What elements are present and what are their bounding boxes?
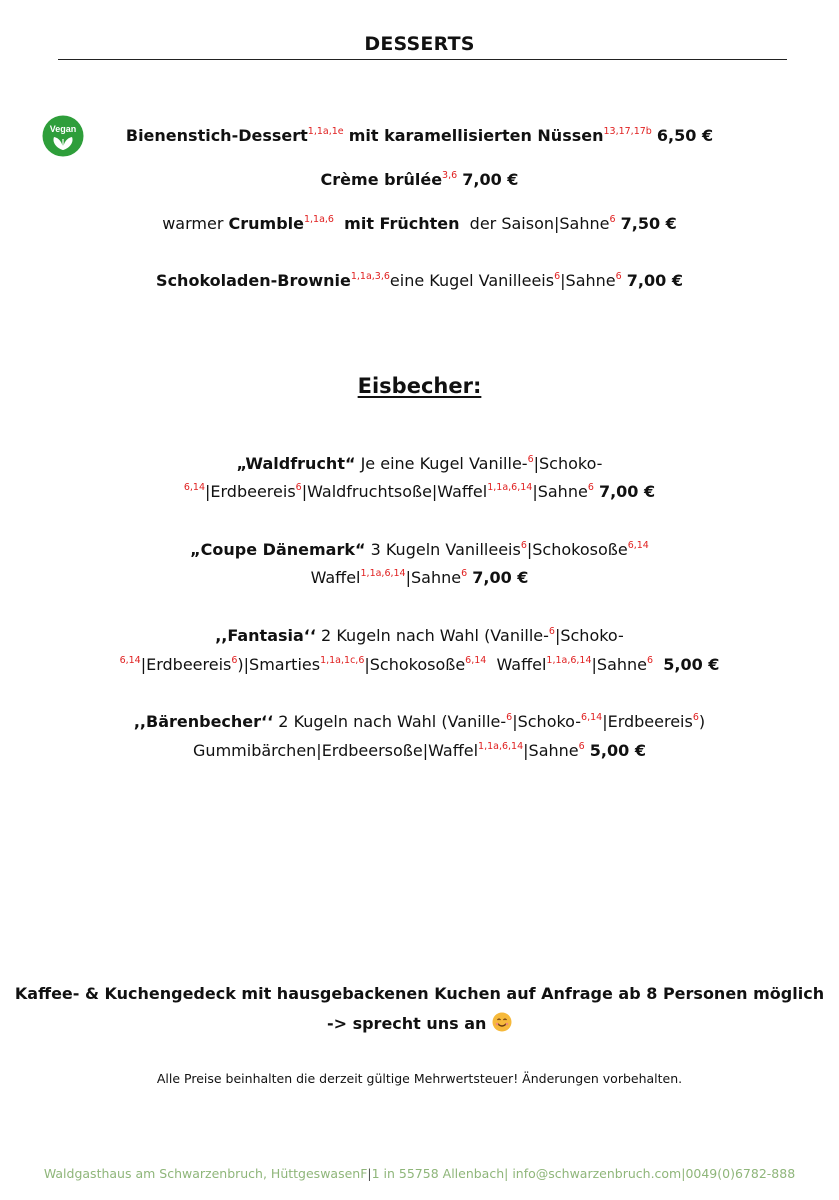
sundae-price: 7,00 € [598,482,656,501]
allergens: 1,1a,1e [307,126,344,137]
allergens: 3,6 [442,170,458,181]
footer-address: Waldgasthaus am Schwarzenbruch, HüttgeswasenF|1 in 55758 Allenbach| info@schwarzenbruch.com|0049(0)6782-888 [43,1166,796,1181]
dessert-prefix: warmer [162,214,224,233]
sundae-name: „Waldfrucht“ [236,454,356,473]
sundae-line-2: $^{6,14}$|Erdbeereis$^6$)|Smarties$^{1,1a,1c,6}$|Schokosoße$^{6,14}$ Waffel$^{1,1a,6,14}$|Sahne$^6$ 5,00 € [119,655,720,674]
allergens: 6 [615,271,622,282]
sundae-name: ,,Fantasia‘‘ [215,626,316,645]
allergens: 13,17,17b [603,126,652,137]
sundae-line-2: Gummibärchen|Erdbeersoße|Waffel$^{1,1a,6,14}$|Sahne$^6$ 5,00 € [193,741,646,760]
allergens: 6 [554,271,561,282]
sundae-line-2: Waffel$^{1,1a,6,14}$|Sahne$^6$ 7,00 € [310,568,529,587]
sundae-line-1: ,,Bärenbecher‘‘ 2 Kugeln nach Wahl (Vanille-$^6$|Schoko-$^{6,14}$|Erdbeereis$^6$) [133,712,706,731]
sundae-price: 5,00 € [589,741,646,760]
dessert-desc: mit karamellisierten Nüssen [348,126,604,145]
sundae-name: ,,Bärenbecher‘‘ [133,712,274,731]
sundae-line-1: „Coupe Dänemark“ 3 Kugeln Vanilleeis$^6$|Schokosoße$^{6,14}$ [190,540,649,559]
sundae-line-1: ,,Fantasia‘‘ 2 Kugeln nach Wahl (Vanille-$^6$|Schoko- [215,626,624,645]
vegan-badge-label: Vegan [49,124,77,134]
dessert-item [0,214,839,234]
allergens: 1,1a,3,6 [350,271,390,282]
dessert-item [0,271,839,291]
sundae-price: 5,00 € [663,655,720,674]
allergens: 6 [609,214,616,225]
dessert-desc: eine Kugel Vanilleeis [389,271,555,290]
dessert-price: 6,50 € [656,126,714,145]
dessert-desc2: |Sahne [560,271,616,290]
sundae-line-1: „Waldfrucht“ Je eine Kugel Vanille-$^6$|Schoko- [236,454,603,473]
sundae-price: 7,00 € [472,568,529,587]
dessert-price: 7,00 € [626,271,683,290]
dessert-price: 7,00 € [462,170,519,189]
dessert-item [0,170,839,190]
smiley-icon [492,1012,512,1032]
dessert-desc: mit Früchten [344,214,460,233]
dessert-name: Crème brûlée [320,170,443,189]
cake-note-cta: -> sprecht uns an [0,1012,839,1033]
dessert-price: 7,50 € [620,214,677,233]
allergens: 1,1a,6 [303,214,334,225]
dessert-name: Crumble [228,214,304,233]
section-heading-eisbecher: Eisbecher: [357,374,482,398]
page-title: DESSERTS [364,33,475,55]
sundae-name: „Coupe Dänemark“ [190,540,366,559]
dessert-name: Bienenstich-Dessert [125,126,308,145]
dessert-desc2: der Saison|Sahne [469,214,610,233]
cake-note: Kaffee- & Kuchengedeck mit hausgebackenen Kuchen auf Anfrage ab 8 Personen möglich [14,984,825,1003]
sundae-line-2: $^{6,14}$|Erdbeereis$^6$|Waldfruchtsoße|Waffel$^{1,1a,6,14}$|Sahne$^6$ 7,00 € [183,482,656,501]
title-underline [58,59,787,60]
dessert-name: Schokoladen-Brownie [156,271,351,290]
dessert-item [0,126,839,146]
price-disclaimer: Alle Preise beinhalten die derzeit gültige Mehrwertsteuer! Änderungen vorbehalten. [156,1071,683,1086]
